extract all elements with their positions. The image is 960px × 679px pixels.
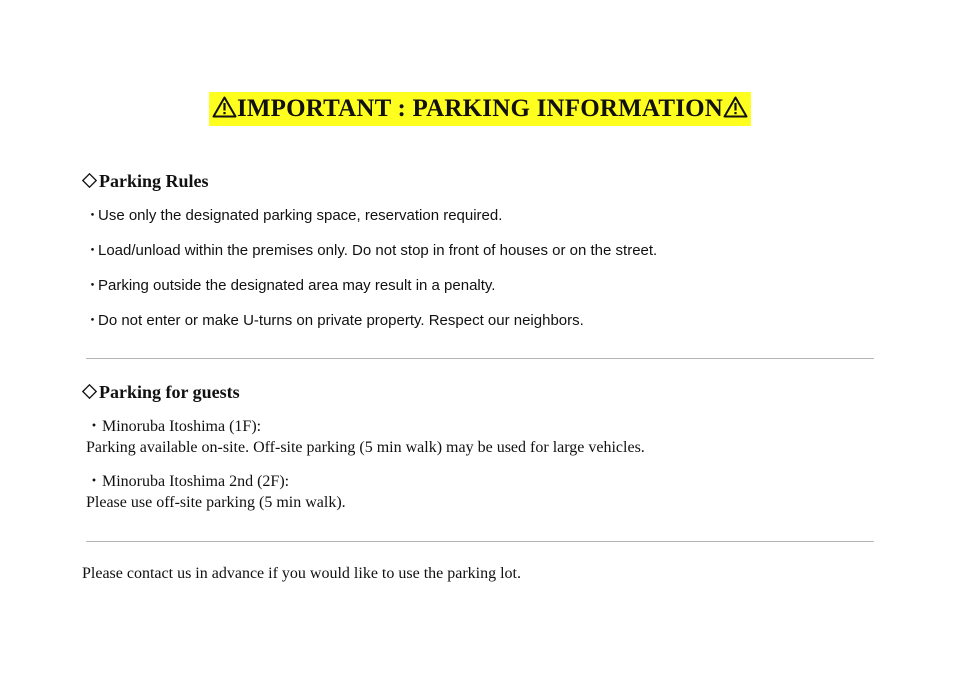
section-heading-guest-parking — [82, 381, 240, 403]
section-heading-text: Parking Rules — [99, 171, 209, 191]
list-item — [85, 276, 495, 296]
page-title — [209, 92, 751, 126]
divider — [86, 358, 874, 359]
rule-text: Do not enter or make U-turns on private property. Respect our neighbors. — [98, 312, 584, 329]
guest-entry-minoruba-2f — [86, 471, 346, 513]
guest-entry-minoruba-1f — [86, 416, 645, 458]
list-item — [85, 206, 502, 226]
guest-entry-name: ・Minoruba Itoshima (1F): — [86, 418, 262, 435]
bullet: ・ — [85, 312, 101, 329]
warning-triangle-icon — [723, 96, 748, 118]
list-item — [85, 241, 657, 261]
guest-entry-detail: Please use off-site parking (5 min walk). — [86, 494, 346, 511]
footer-note: Please contact us in advance if you would like to use the parking lot. — [82, 565, 521, 582]
bullet: ・ — [85, 207, 101, 224]
white-diamond-icon — [82, 173, 97, 188]
page-title-text: IMPORTANT : PARKING INFORMATION — [236, 95, 724, 122]
divider — [86, 541, 874, 542]
warning-triangle-icon — [212, 96, 237, 118]
title-container — [0, 92, 960, 126]
guest-entry-detail: Parking available on-site. Off-site parking (5 min walk) may be used for large vehicles. — [86, 439, 645, 456]
bullet: ・ — [85, 277, 101, 294]
guest-entry-name: ・Minoruba Itoshima 2nd (2F): — [86, 473, 290, 490]
white-diamond-icon — [82, 384, 97, 399]
bullet: ・ — [85, 242, 101, 259]
rule-text: Use only the designated parking space, reservation required. — [98, 207, 503, 224]
section-heading-text: Parking for guests — [99, 382, 240, 402]
rule-text: Parking outside the designated area may result in a penalty. — [98, 277, 496, 294]
section-heading-parking-rules — [82, 170, 209, 192]
rule-text: Load/unload within the premises only. Do not stop in front of houses or on the street. — [98, 242, 658, 259]
list-item — [85, 311, 584, 331]
